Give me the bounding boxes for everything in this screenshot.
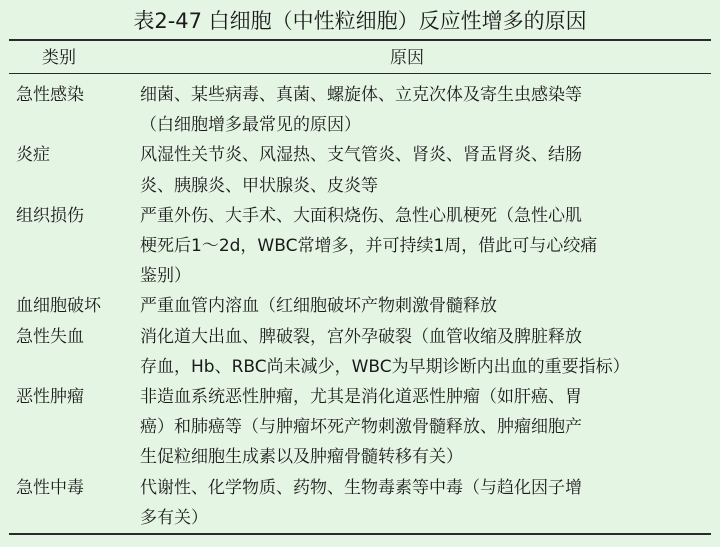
- row-category: 炎症: [16, 145, 50, 166]
- reason-line: 消化道大出血、脾破裂，宫外孕破裂（血管收缩及脾脏释放: [140, 326, 582, 347]
- reason-line: 炎、胰腺炎、甲状腺炎、皮炎等: [140, 175, 378, 196]
- row-reason: [140, 291, 700, 321]
- row-category: 恶性肿瘤: [16, 387, 84, 408]
- table-row: [0, 201, 720, 292]
- row-category: 血细胞破坏: [16, 296, 101, 317]
- top-rule: [9, 39, 711, 41]
- bottom-rule: [9, 533, 711, 535]
- row-reason: [140, 322, 700, 382]
- table-row: [0, 473, 720, 533]
- header-rule: [9, 73, 711, 74]
- row-reason: [140, 473, 700, 533]
- reason-line: 严重外伤、大手术、大面积烧伤、急性心肌梗死（急性心肌: [140, 205, 582, 226]
- table-title: 表2-47 白细胞（中性粒细胞）反应性增多的原因: [133, 9, 587, 33]
- reason-line: （白细胞增多最常见的原因）: [140, 115, 361, 136]
- row-category: 急性中毒: [16, 477, 84, 498]
- reason-line: 代谢性、化学物质、药物、生物毒素等中毒（与趋化因子增: [140, 477, 582, 498]
- reason-line: 鉴别）: [140, 266, 191, 287]
- row-reason: [140, 140, 700, 200]
- table-row: [0, 322, 720, 382]
- row-category: 组织损伤: [16, 205, 84, 226]
- row-reason: [140, 382, 700, 473]
- reason-line: 多有关）: [140, 507, 208, 528]
- table-body: [0, 80, 720, 533]
- reason-line: 生促粒细胞生成素以及肿瘤骨髓转移有关）: [140, 447, 463, 468]
- row-reason: [140, 80, 700, 140]
- reason-line: 风湿性关节炎、风湿热、支气管炎、肾炎、肾盂肾炎、结肠: [140, 145, 582, 166]
- table-row: [0, 382, 720, 473]
- table-row: [0, 140, 720, 200]
- reason-line: 梗死后1～2d，WBC常增多，并可持续1周，借此可与心绞痛: [140, 236, 598, 257]
- table-row: [0, 291, 720, 321]
- row-category: 急性失血: [16, 326, 84, 347]
- header-reason: 原因: [390, 48, 424, 68]
- table-row: [0, 80, 720, 140]
- reason-line: 存血，Hb、RBC尚未减少，WBC为早期诊断内出血的重要指标）: [140, 356, 630, 377]
- reason-line: 严重血管内溶血（红细胞破坏产物刺激骨髓释放: [140, 296, 497, 317]
- reason-line: 细菌、某些病毒、真菌、螺旋体、立克次体及寄生虫感染等: [140, 85, 582, 105]
- reason-line: 非造血系统恶性肿瘤，尤其是消化道恶性肿瘤（如肝癌、胃: [140, 387, 582, 408]
- row-reason: [140, 201, 700, 292]
- reason-line: 癌）和肺癌等（与肿瘤坏死产物刺激骨髓释放、肿瘤细胞产: [140, 417, 582, 438]
- row-category: 急性感染: [16, 85, 84, 105]
- header-category: 类别: [42, 48, 76, 68]
